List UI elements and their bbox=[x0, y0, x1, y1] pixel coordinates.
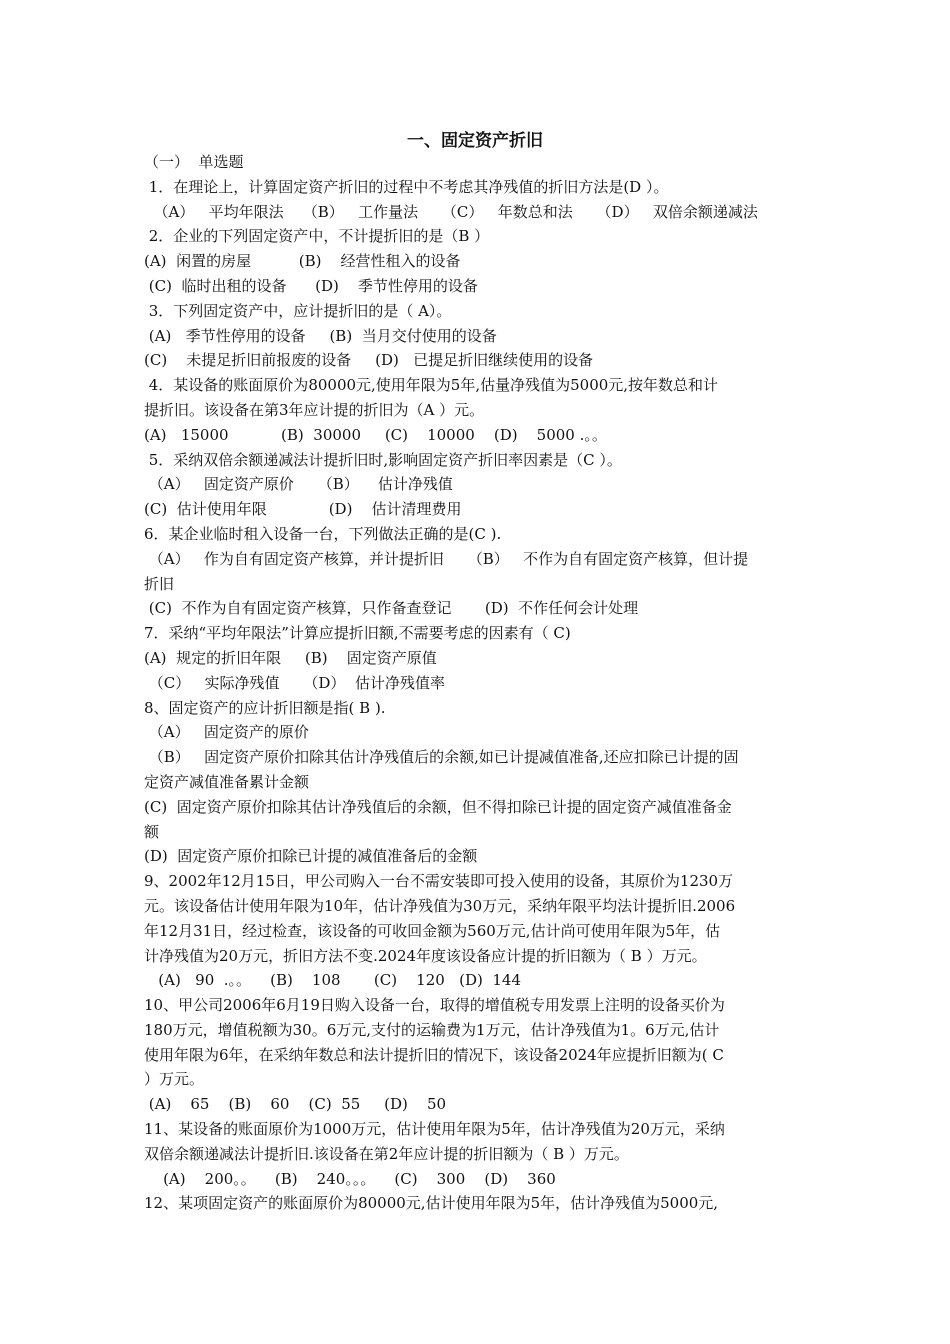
text-line: 6．某企业临时租入设备一台，下列做法正确的是(C ). bbox=[144, 524, 502, 543]
text-line: （A） 固定资产的原价 bbox=[144, 723, 309, 742]
text-line: 额 bbox=[144, 822, 160, 841]
page-title: 一、固定资产折旧 bbox=[407, 131, 543, 151]
text-line: (A) 200。。 (B) 240。。。 (C) 300 (D) 360 bbox=[144, 1169, 556, 1188]
text-line: （一） 单选题 bbox=[144, 153, 244, 171]
text-line: (C) 不作为自有固定资产核算，只作备查登记 (D) 不作任何会计处理 bbox=[144, 599, 639, 618]
text-line: （B） 固定资产原价扣除其估计净残值后的余额,如已计提减值准备,还应扣除已计提的固 bbox=[144, 748, 739, 767]
text-line: （A） 平均年限法 （B） 工作量法 （C） 年数总和法 （D） 双倍余额递减法 bbox=[144, 202, 758, 221]
text-line: 双倍余额递减法计提折旧.该设备在第2年应计提的折旧额为（ B ）万元。 bbox=[144, 1144, 629, 1163]
text-line: 9、2002年12月15日，甲公司购入一台不需安装即可投入使用的设备，其原价为1230万 bbox=[144, 872, 734, 891]
text-line: 11、某设备的账面原价为1000万元，估计使用年限为5年，估计净残值为20万元，采纳 bbox=[144, 1120, 725, 1139]
text-line: (D) 固定资产原价扣除已计提的减值准备后的金额 bbox=[144, 847, 478, 866]
text-line: 8、固定资产的应计折旧额是指( B ). bbox=[144, 698, 386, 717]
text-line: (C) 固定资产原价扣除其估计净残值后的余额，但不得扣除已计提的固定资产减值准备金 bbox=[144, 797, 732, 816]
text-line: （A） 固定资产原价 （B） 估计净残值 bbox=[144, 475, 453, 494]
text-line: 1．在理论上，计算固定资产折旧的过程中不考虑其净残值的折旧方法是(D ）。 bbox=[144, 177, 669, 196]
text-line: (C) 估计使用年限 (D) 估计清理费用 bbox=[144, 500, 462, 519]
text-line: 定资产减值准备累计金额 bbox=[144, 772, 310, 791]
text-line: (C) 临时出租的设备 (D) 季节性停用的设备 bbox=[144, 276, 478, 295]
text-line: 7．采纳“平均年限法”计算应提折旧额,不需要考虑的因素有（ C) bbox=[144, 624, 571, 643]
text-line: 5．采纳双倍余额递减法计提折旧时,影响固定资产折旧率因素是（C ）。 bbox=[144, 450, 622, 469]
text-line: 10、甲公司2006年6月19日购入设备一台，取得的增值税专用发票上注明的设备买价为 bbox=[144, 996, 725, 1015]
text-line: （A） 作为自有固定资产核算，并计提折旧 （B） 不作为自有固定资产核算，但计提 bbox=[144, 549, 749, 568]
text-line: (A) 15000 (B) 30000 (C) 10000 (D) 5000 .。。 bbox=[144, 425, 607, 444]
text-line: 3．下列固定资产中，应计提折旧的是（ A）。 bbox=[144, 301, 452, 320]
text-line: 年12月31日，经过检查，该设备的可收回金额为560万元,估计尚可使用年限为5年，估 bbox=[144, 921, 721, 940]
text-line: 计净残值为20万元，折旧方法不变.2024年度该设备应计提的折旧额为（ B ）万元。 bbox=[144, 946, 707, 965]
text-line: (A) 季节性停用的设备 (B) 当月交付使用的设备 bbox=[144, 326, 497, 345]
document-body bbox=[144, 150, 812, 1216]
text-line: (A) 闲置的房屋 (B) 经营性租入的设备 bbox=[144, 252, 461, 271]
text-line: （C） 实际净残值 （D） 估计净残值率 bbox=[144, 673, 445, 692]
text-line: (A) 90 .。。 (B) 108 (C) 120 (D) 144 bbox=[144, 971, 521, 990]
text-line: 180万元，增值税额为30。6万元,支付的运输费为1万元，估计净残值为1。6万元,估计 bbox=[144, 1020, 720, 1039]
text-line: 4．某设备的账面原价为80000元,使用年限为5年,估量净残值为5000元,按年数总和计 bbox=[144, 376, 719, 395]
text-line: (C) 未提足折旧前报废的设备 (D) 已提足折旧继续使用的设备 bbox=[144, 351, 594, 370]
text-line: (A) 规定的折旧年限 (B) 固定资产原值 bbox=[144, 648, 437, 667]
text-line: (A) 65 (B) 60 (C) 55 (D) 50 bbox=[144, 1095, 447, 1114]
text-line: 提折旧。该设备在第3年应计提的折旧为（A ）元。 bbox=[144, 400, 485, 419]
text-line: 折旧 bbox=[144, 574, 175, 593]
text-line: 元。该设备估计使用年限为10年，估计净残值为30万元，采纳年限平均法计提折旧.2006 bbox=[144, 896, 736, 915]
text-line: 使用年限为6年，在采纳年数总和法计提折旧的情况下，该设备2024年应提折旧额为( C bbox=[144, 1045, 724, 1064]
text-line: ）万元。 bbox=[144, 1070, 205, 1089]
text-line: 12、某项固定资产的账面原价为80000元,估计使用年限为5年，估计净残值为5000元, bbox=[144, 1194, 719, 1213]
text-line: 2．企业的下列固定资产中，不计提折旧的是（B ） bbox=[144, 227, 490, 246]
